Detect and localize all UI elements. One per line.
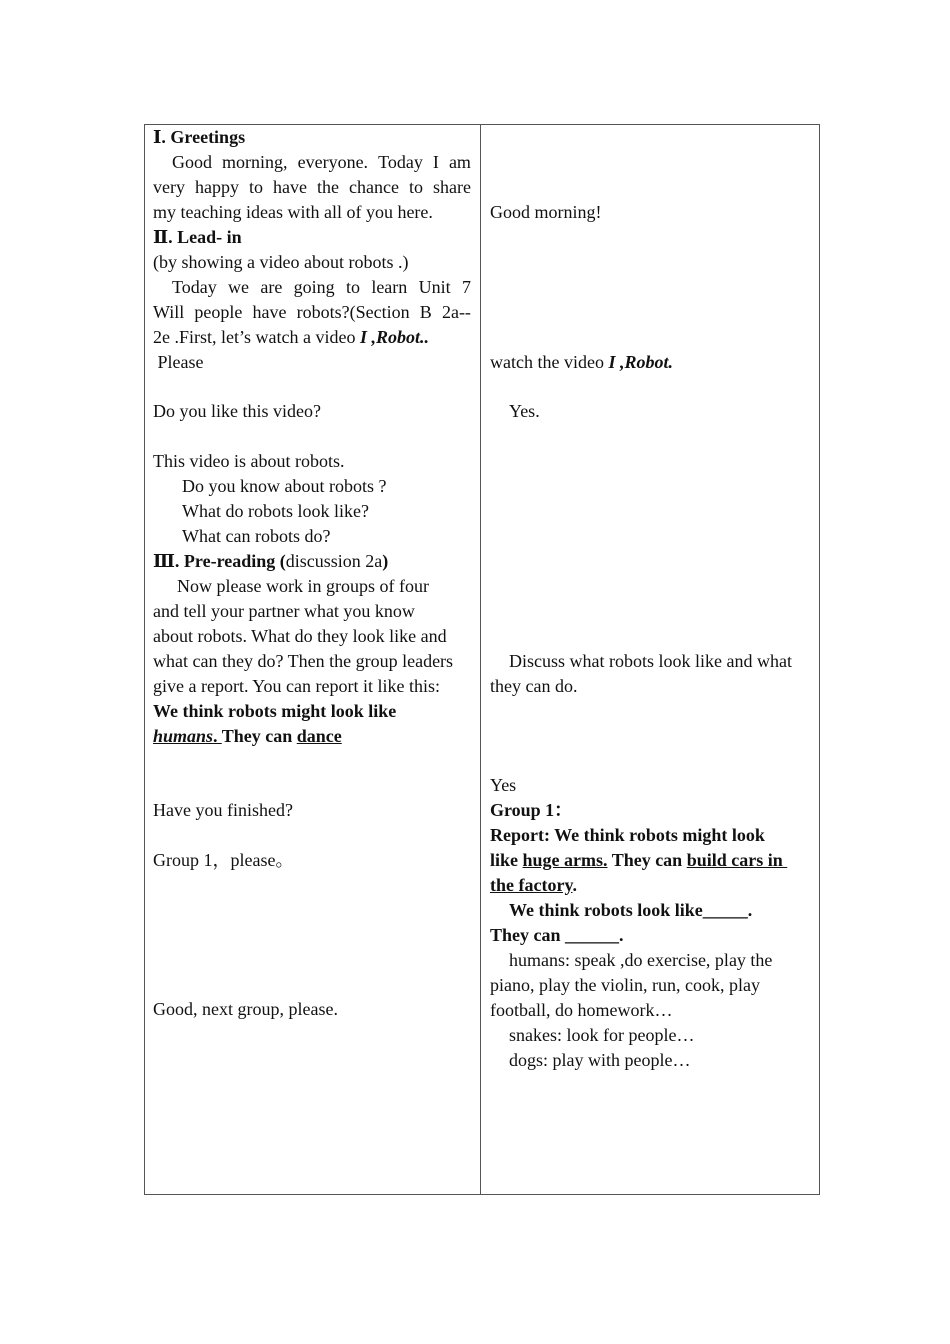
pre-reading-line-2: and tell your partner what you know [153, 601, 415, 621]
word: people [194, 302, 243, 322]
word: we [228, 277, 250, 297]
report-line-3 [490, 873, 577, 898]
report-example-line-1: We think robots might look like [153, 701, 397, 721]
template-line-1: We think robots look like_____. [509, 900, 753, 920]
word: Good [172, 152, 212, 172]
report-example-line-2 [153, 724, 342, 749]
report-they-can: They can [607, 850, 687, 870]
section-heading-pre-reading [153, 549, 388, 574]
group-1-prompt: Group 1，please。 [153, 850, 294, 870]
question-finished: Have you finished? [153, 800, 293, 820]
example-dance: dance [296, 726, 342, 746]
word: have [273, 177, 307, 197]
pre-reading-line-4: what can they do? Then the group leaders [153, 651, 454, 671]
section-heading-greetings: Ⅰ. Greetings [153, 127, 246, 147]
response-discuss-2: they can do. [490, 676, 578, 696]
word: Will [153, 302, 185, 322]
report-like: like [490, 850, 523, 870]
pre-reading-line-3: about robots. What do they look like and [153, 626, 447, 646]
word: I [432, 152, 439, 172]
word: 2a-- [441, 302, 471, 322]
word: have [252, 302, 287, 322]
question-can-do: What can robots do? [182, 526, 331, 546]
word: are [260, 277, 283, 297]
pre-reading-line-1: Now please work in groups of four [177, 576, 429, 596]
example-humans: humans [153, 726, 214, 746]
report-line-2 [490, 848, 787, 873]
video-about: This video is about robots. [153, 451, 345, 471]
greeting-line-1 [153, 150, 471, 175]
word: Today [378, 152, 423, 172]
report-line-1: Report: We think robots might look [490, 825, 765, 845]
word: happy [194, 177, 239, 197]
word: to [408, 177, 423, 197]
video-title: I ,Robot.. [359, 327, 429, 347]
report-factory: the factory [490, 875, 573, 895]
humans-line-1: humans: speak ,do exercise, play the [509, 950, 773, 970]
response-good-morning: Good morning! [490, 202, 602, 222]
word: going [293, 277, 335, 297]
word: to [248, 177, 263, 197]
word: learn [371, 277, 408, 297]
humans-line-3: football, do homework… [490, 1000, 673, 1020]
response-yes: Yes. [509, 401, 540, 421]
report-huge-arms: huge arms. [522, 850, 608, 870]
heading-close: ) [382, 551, 389, 571]
word: B [419, 302, 432, 322]
response-watch-video [490, 350, 673, 375]
question-look-like: What do robots look like? [182, 501, 369, 521]
dogs-line: dogs: play with people… [509, 1050, 691, 1070]
template-line-2: They can ______. [490, 925, 624, 945]
word: share [432, 177, 471, 197]
word: chance [348, 177, 399, 197]
next-group-prompt: Good, next group, please. [153, 999, 338, 1019]
lead-in-line-3 [153, 325, 429, 350]
column-divider [480, 124, 481, 1195]
lead-in-note: (by showing a video about robots .) [153, 252, 409, 272]
video-title: I ,Robot. [608, 352, 673, 372]
word: everyone. [297, 152, 369, 172]
heading-note: discussion 2a [285, 551, 383, 571]
heading-text: Ⅲ. Pre-reading ( [153, 551, 286, 571]
word: Unit [418, 277, 451, 297]
question-like-video: Do you like this video? [153, 401, 321, 421]
lead-in-text: 2e .First, let’s watch a video [153, 327, 360, 347]
word: morning, [222, 152, 288, 172]
lead-in-line-1 [153, 275, 471, 300]
greeting-line-2 [153, 175, 471, 200]
pre-reading-line-5: give a report. You can report it like this: [153, 676, 440, 696]
group-1-label: Group 1： [490, 800, 573, 820]
word: Today [172, 277, 217, 297]
section-heading-lead-in: Ⅱ. Lead- in [153, 227, 242, 247]
question-know-robots: Do you know about robots ? [182, 476, 387, 496]
word: to [345, 277, 360, 297]
watch-text: watch the video [490, 352, 609, 372]
word: the [316, 177, 339, 197]
humans-line-2: piano, play the violin, run, cook, play [490, 975, 760, 995]
snakes-line: snakes: look for people… [509, 1025, 695, 1045]
word: robots?(Section [296, 302, 410, 322]
example-they-can: They can [221, 726, 297, 746]
lead-in-line-2 [153, 300, 471, 325]
report-period: . [572, 875, 577, 895]
lead-in-please: Please [153, 352, 204, 372]
example-dot: . [213, 726, 222, 746]
word: very [153, 177, 185, 197]
report-build-cars: build cars in [686, 850, 788, 870]
word: 7 [461, 277, 471, 297]
greeting-line-3: my teaching ideas with all of you here. [153, 202, 433, 222]
word: am [448, 152, 471, 172]
response-yes-2: Yes [490, 775, 517, 795]
response-discuss-1: Discuss what robots look like and what [509, 651, 792, 671]
